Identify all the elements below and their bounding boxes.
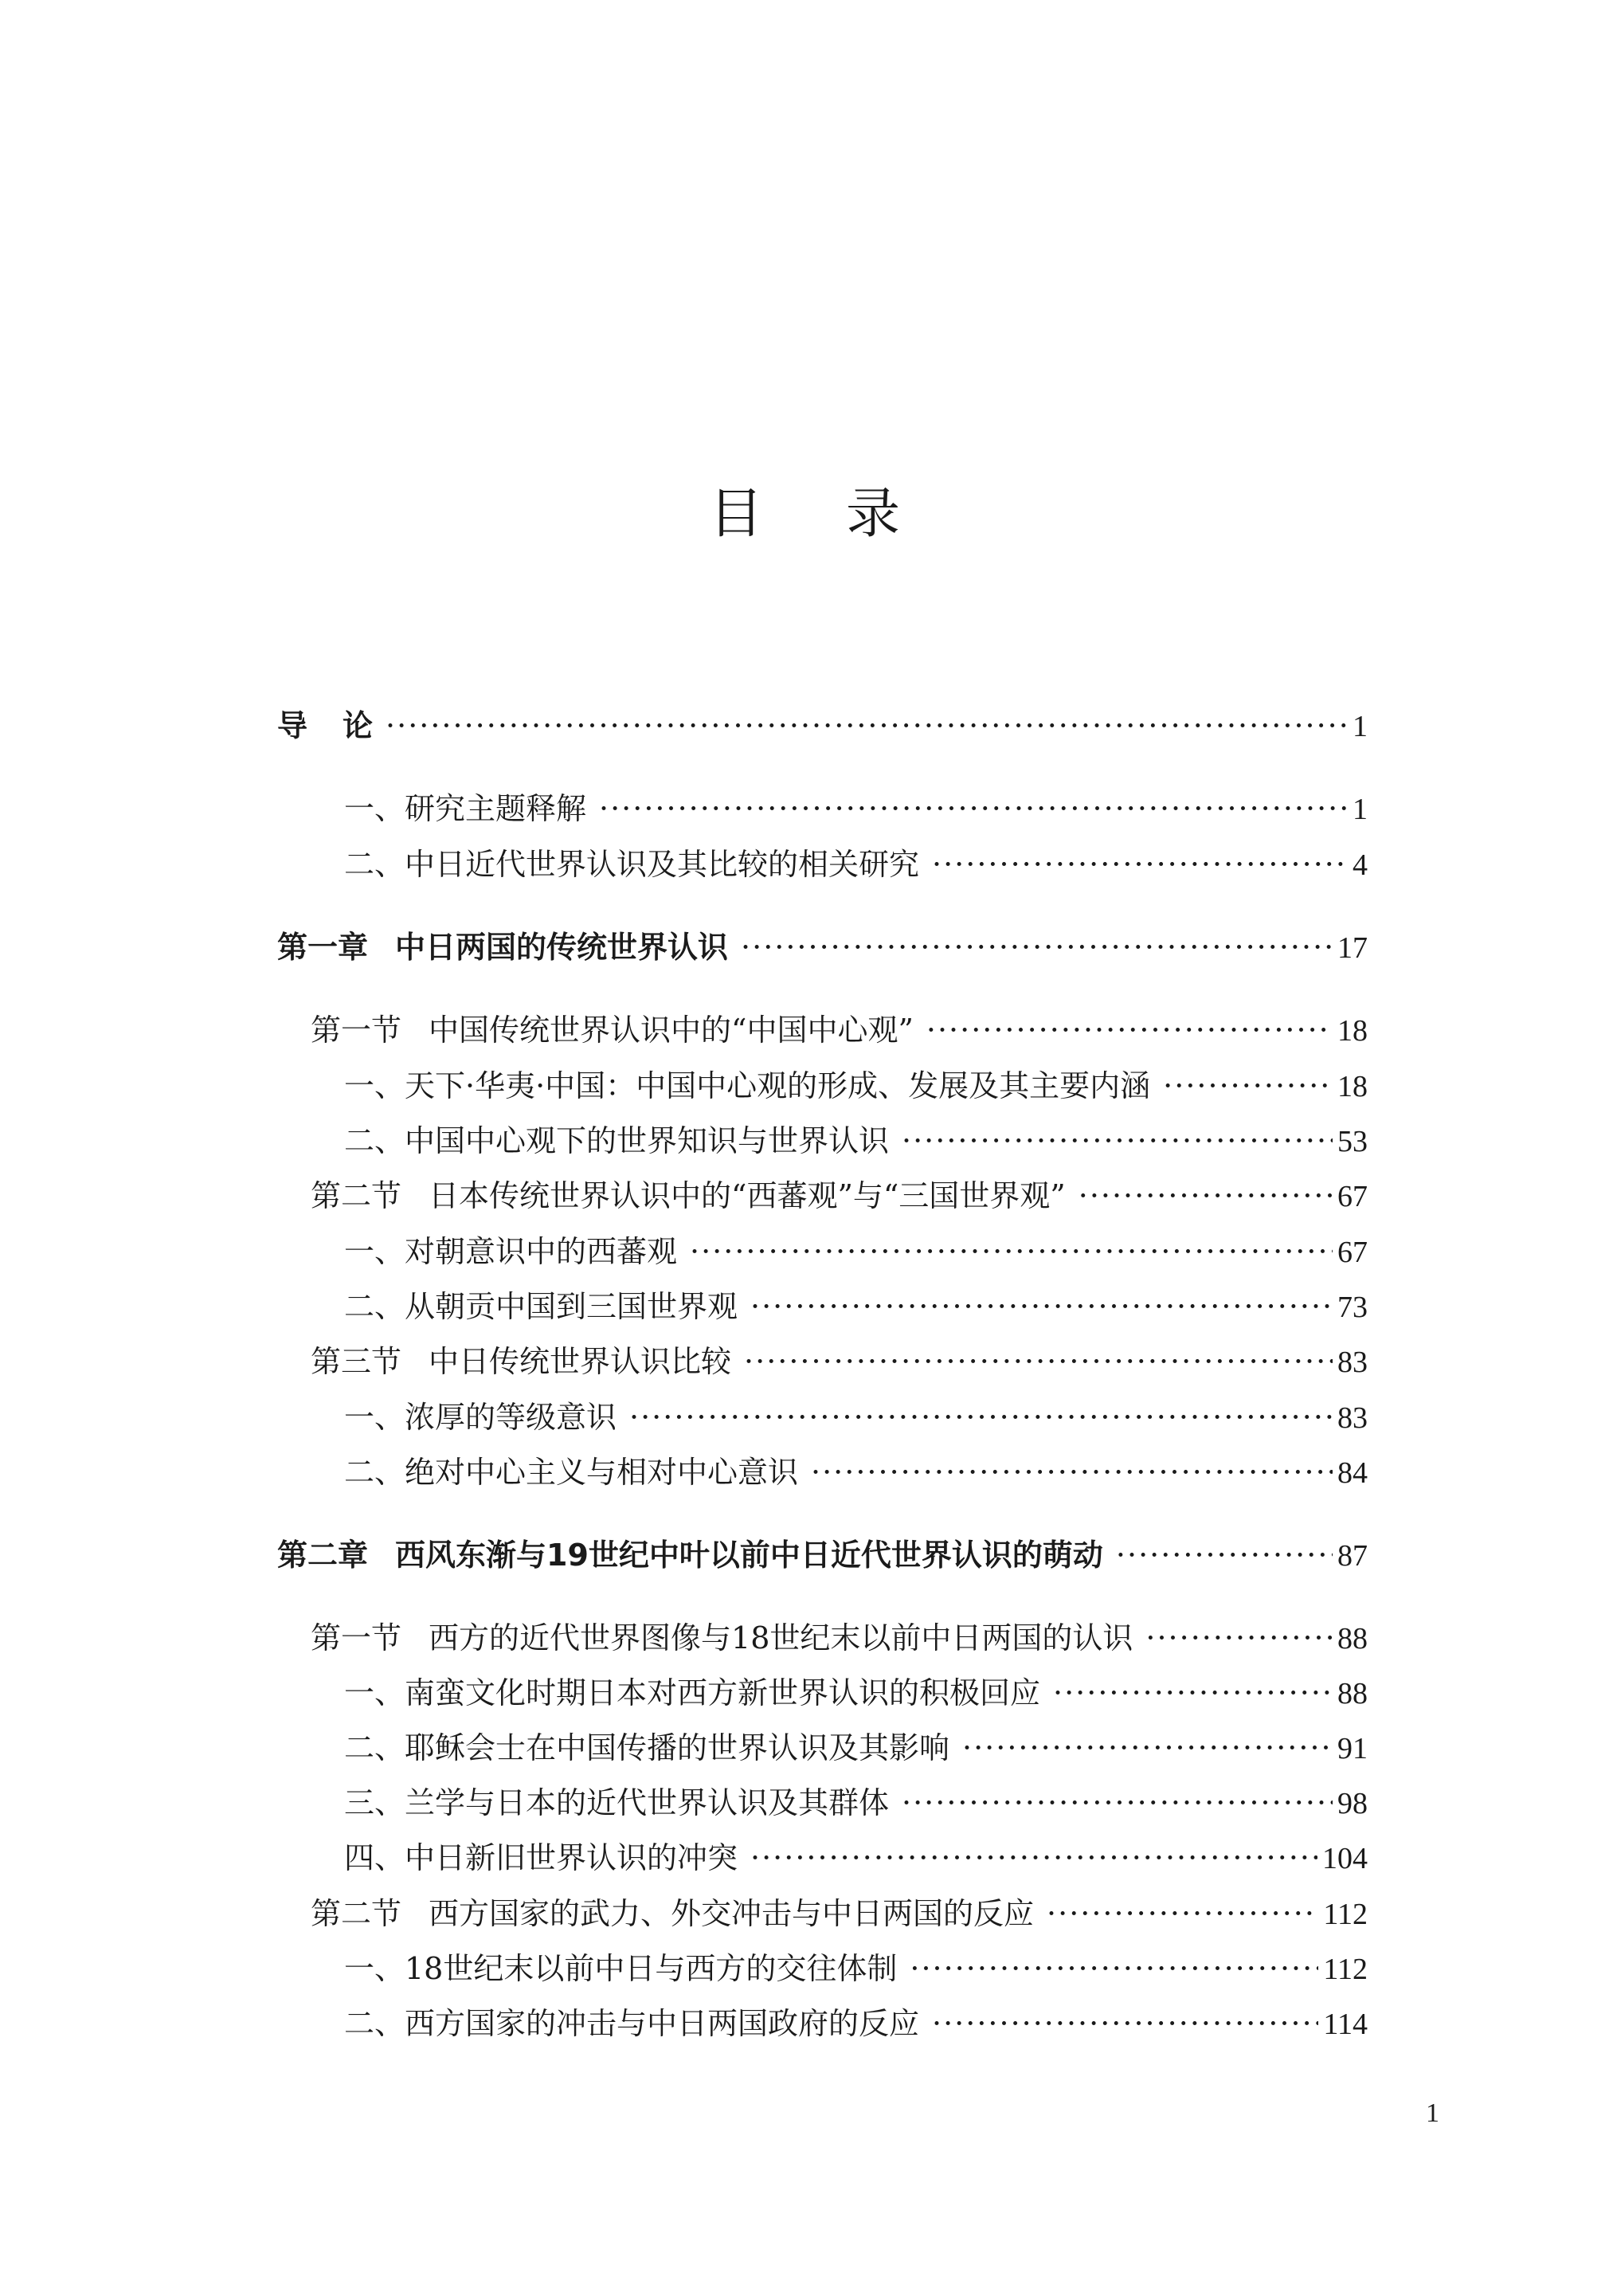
dot-leader (744, 1346, 1333, 1377)
page-title-char-2: 录 (846, 483, 901, 546)
toc-entry[interactable] (344, 849, 1368, 880)
toc-label-part: 第一章 (277, 930, 369, 965)
toc-entry[interactable] (344, 1675, 1368, 1710)
toc-entry-section[interactable] (311, 1015, 1368, 1046)
toc-entry[interactable] (344, 1840, 1368, 1875)
dot-leader (690, 1236, 1333, 1267)
toc-label-part: 第一节 (311, 1013, 402, 1048)
page-title-char-1: 目 (708, 483, 763, 546)
dot-leader (932, 2008, 1318, 2039)
toc-page-number: 67 (1337, 1236, 1368, 1269)
toc-entry-label: 二、从朝贡中国到三国世界观 (344, 1289, 738, 1324)
dot-leader (1053, 1678, 1333, 1708)
toc-entry-chapter[interactable] (277, 1540, 1368, 1571)
toc-label-part: 导 (277, 708, 308, 743)
toc-label-part: 第三节 (311, 1344, 402, 1379)
toc-page-number: 53 (1337, 1125, 1368, 1158)
toc-entry-introduction[interactable] (277, 708, 1368, 743)
toc-label-part: 西风东渐与19世纪中叶以前中日近代世界认识的萌动 (395, 1538, 1103, 1573)
toc-entry[interactable] (344, 793, 1368, 825)
toc-entry-section[interactable] (311, 1346, 1368, 1377)
toc-entry-label (277, 930, 729, 965)
toc-entry-label: 一、天下·华夷·中国：中国中心观的形成、发展及其主要内涵 (344, 1068, 1151, 1103)
toc-entry-label: 一、南蛮文化时期日本对西方新世界认识的积极回应 (344, 1675, 1041, 1710)
toc-label-part: 第二章 (277, 1538, 369, 1573)
toc-entry-label (311, 1013, 914, 1048)
toc-label-part: 中国传统世界认识中的“中国中心观” (429, 1013, 914, 1048)
toc-entry-chapter[interactable] (277, 932, 1368, 963)
toc-page-number: 114 (1323, 2008, 1368, 2041)
toc-label-part: 西方的近代世界图像与18世纪末以前中日两国的认识 (429, 1620, 1133, 1655)
toc-page-number: 87 (1337, 1539, 1368, 1573)
page-number: 1 (1426, 2098, 1439, 2128)
dot-leader (932, 849, 1348, 880)
toc-entry-label: 二、绝对中心主义与相对中心意识 (344, 1455, 799, 1490)
dot-leader (811, 1457, 1333, 1487)
dot-leader (926, 1015, 1333, 1045)
toc-label-part: 日本传统世界认识中的“西蕃观”与“三国世界观” (429, 1178, 1066, 1213)
toc-entry-label: 一、对朝意识中的西蕃观 (344, 1234, 678, 1269)
toc-entry[interactable] (344, 1068, 1368, 1103)
toc-entry-label: 三、兰学与日本的近代世界认识及其群体 (344, 1785, 890, 1820)
toc-label-part: 论 (343, 708, 374, 743)
toc-entry-section[interactable] (311, 1620, 1368, 1655)
toc-entry-label (277, 708, 374, 743)
dot-leader (599, 793, 1348, 824)
dot-leader (1079, 1181, 1333, 1211)
dot-leader (386, 711, 1348, 741)
toc-label-part: 西方国家的武力、外交冲击与中日两国的反应 (429, 1896, 1035, 1931)
dot-leader (741, 932, 1333, 962)
toc-page-number: 88 (1337, 1677, 1368, 1710)
dot-leader (1163, 1071, 1333, 1101)
toc-entry[interactable] (344, 1236, 1368, 1268)
toc-entry[interactable] (344, 1291, 1368, 1322)
dot-leader (1047, 1898, 1318, 1929)
toc-entry[interactable] (344, 1402, 1368, 1433)
toc-label-part: 第一节 (311, 1620, 402, 1655)
toc-page-number: 67 (1337, 1180, 1368, 1213)
toc-label-part: 中日传统世界认识比较 (429, 1344, 732, 1379)
toc-label-part: 第二节 (311, 1896, 402, 1931)
dot-leader (750, 1291, 1333, 1322)
toc-entry-label: 四、中日新旧世界认识的冲突 (344, 1840, 738, 1875)
toc-entry-label (311, 1620, 1133, 1655)
toc-page-number: 104 (1322, 1842, 1368, 1875)
dot-leader (902, 1788, 1333, 1818)
toc-entry[interactable] (344, 1953, 1368, 1985)
toc-entry-label (311, 1898, 1034, 1929)
toc-label-part: 第二节 (311, 1178, 402, 1213)
toc-page-number: 1 (1353, 710, 1368, 743)
toc-page-number: 88 (1337, 1622, 1368, 1655)
toc-page-number: 1 (1353, 793, 1368, 826)
toc-entry-label (311, 1178, 1066, 1213)
toc-page-number: 73 (1337, 1291, 1368, 1324)
toc-page-number: 98 (1337, 1787, 1368, 1820)
toc-label-part: 中日两国的传统世界认识 (395, 930, 729, 965)
toc-entry-label (311, 1346, 731, 1377)
toc-page-number: 18 (1337, 1014, 1368, 1048)
dot-leader (910, 1953, 1318, 1984)
dot-leader (750, 1843, 1317, 1873)
toc-entry[interactable] (344, 1785, 1368, 1820)
dot-leader (962, 1733, 1333, 1763)
toc-entry-section[interactable] (311, 1898, 1368, 1930)
toc-page-number: 112 (1323, 1953, 1368, 1986)
toc-entry-label: 二、西方国家的冲击与中日两国政府的反应 (344, 2006, 920, 2041)
toc-page-number: 84 (1337, 1456, 1368, 1490)
toc-entry[interactable] (344, 1730, 1368, 1765)
toc-page-number: 91 (1337, 1732, 1368, 1765)
toc-entry-label: 二、中日近代世界认识及其比较的相关研究 (344, 847, 920, 882)
toc-page-number: 18 (1337, 1070, 1368, 1103)
toc-entry[interactable] (344, 1123, 1368, 1158)
toc-entry-section[interactable] (311, 1178, 1368, 1213)
toc-entry[interactable] (344, 1457, 1368, 1488)
toc-page-number: 112 (1323, 1898, 1368, 1931)
toc-page-number: 83 (1337, 1401, 1368, 1435)
toc-entry[interactable] (344, 2008, 1368, 2039)
toc-entry-label: 二、中国中心观下的世界知识与世界认识 (344, 1123, 890, 1158)
dot-leader (1116, 1540, 1333, 1570)
toc-page-number: 83 (1337, 1346, 1368, 1379)
dot-leader (902, 1126, 1333, 1156)
dot-leader (629, 1402, 1333, 1432)
toc-entry-label: 一、浓厚的等级意识 (344, 1400, 617, 1435)
dot-leader (1145, 1623, 1333, 1653)
toc-page-number: 17 (1337, 931, 1368, 965)
toc-entry-label: 一、研究主题释解 (344, 791, 587, 826)
toc-page-number: 4 (1353, 848, 1368, 882)
toc-entry-label: 二、耶稣会士在中国传播的世界认识及其影响 (344, 1730, 950, 1765)
toc-entry-label: 一、18世纪末以前中日与西方的交往体制 (344, 1951, 898, 1986)
toc-entry-label (277, 1538, 1103, 1573)
